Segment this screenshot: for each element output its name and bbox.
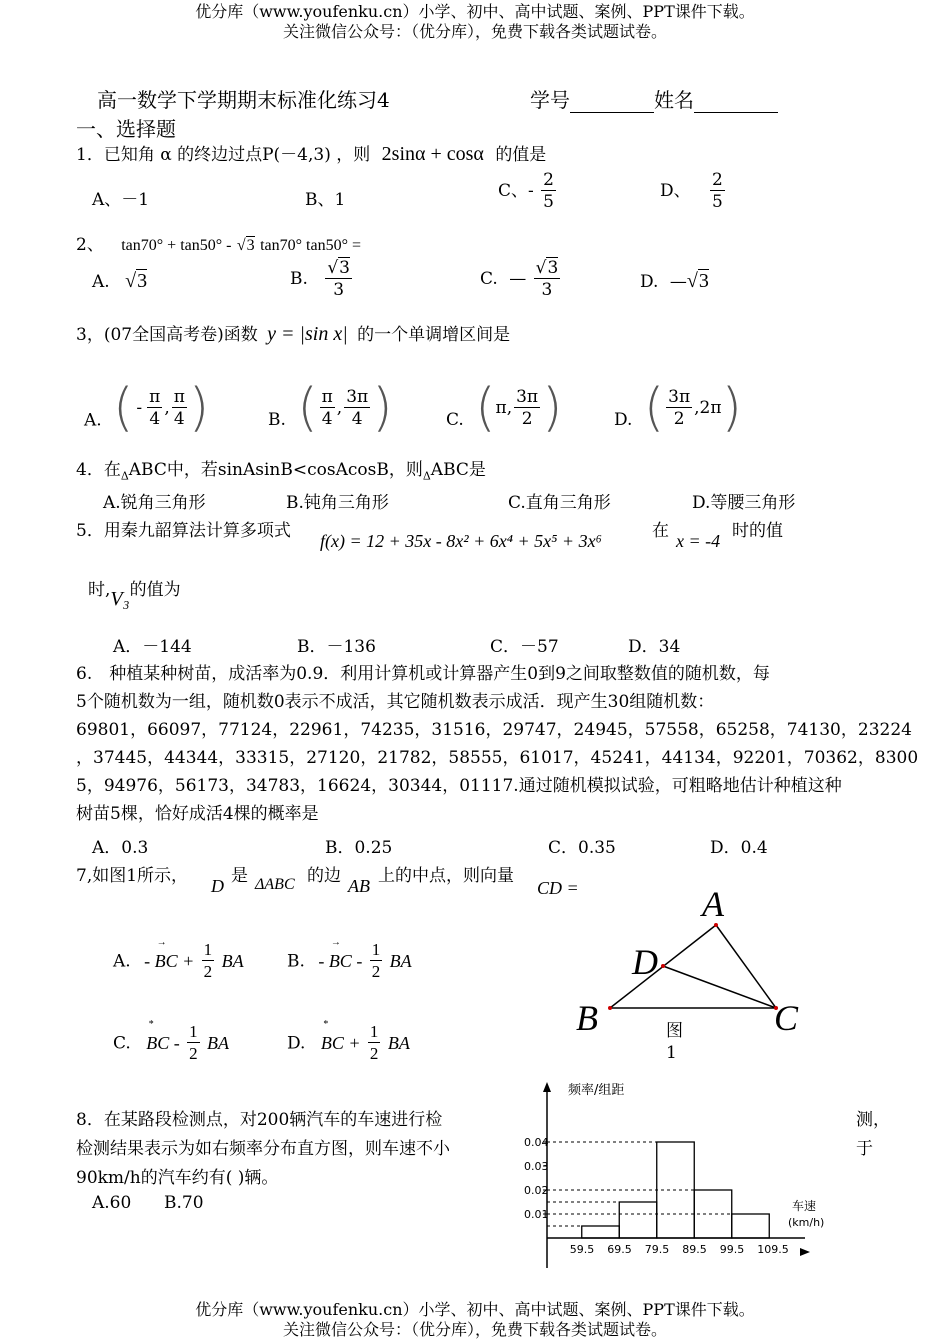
q7-b-ba: BA bbox=[389, 951, 412, 971]
q8-line2-b: 于 bbox=[856, 1139, 873, 1159]
q4-text-a: 4．在 bbox=[76, 460, 121, 480]
question-6 bbox=[76, 660, 918, 828]
q3-d-two: 2 bbox=[699, 398, 711, 418]
q3-c-interval: ( π , $\frac{3\pi}{2}$ ) bbox=[475, 378, 563, 438]
q2-a-root: 3 bbox=[137, 270, 148, 292]
q3-d-pi: π bbox=[710, 398, 722, 418]
q4-option-d[interactable]: D.等腰三角形 bbox=[692, 493, 796, 513]
q5-option-c[interactable]: C．－57 bbox=[490, 637, 559, 657]
q8-line3: 90km/h的汽车约有( )辆。 bbox=[76, 1168, 279, 1188]
q6-option-c[interactable]: C．0.35 bbox=[548, 838, 616, 858]
q7-c-den: 2 bbox=[189, 1044, 198, 1063]
median-cd bbox=[663, 966, 776, 1008]
frequency-histogram bbox=[520, 1078, 840, 1273]
header-line-1: 优分库（www.youfenku.cn）小学、初中、高中试题、案例、PPT课件下载。 bbox=[195, 2, 755, 21]
q6-line-5: 5，94976，56173，34783，16624，30344，01117.通过随机模拟试验，可粗略地估计种植这种 bbox=[76, 776, 842, 796]
q6-option-b[interactable]: B．0.25 bbox=[325, 838, 393, 858]
q2-d-root: 3 bbox=[698, 270, 709, 292]
q3-option-d[interactable] bbox=[614, 380, 742, 436]
q7-text-b: 是 bbox=[231, 866, 248, 886]
q7-a-bc: BC bbox=[154, 951, 178, 971]
q1-c-prefix: C、- bbox=[498, 181, 534, 201]
q5-option-a[interactable]: A．－144 bbox=[113, 637, 192, 657]
x-tick-label-109.5: 109.5 bbox=[757, 1243, 789, 1256]
q1-c-num: 2 bbox=[543, 170, 554, 190]
q1-c-den: 5 bbox=[543, 192, 554, 212]
x-tick-label-69.5: 69.5 bbox=[607, 1243, 632, 1256]
q4-option-b[interactable]: B.钝角三角形 bbox=[286, 493, 389, 513]
y-tick-label-0.01: 0.01 bbox=[524, 1208, 549, 1221]
histogram-bar-69.5-79.5 bbox=[619, 1202, 657, 1238]
q7-b-bc: BC bbox=[328, 951, 352, 971]
q2-b-root: 3 bbox=[339, 258, 350, 278]
q1-d-num: 2 bbox=[712, 170, 723, 190]
q2-c-minus: — bbox=[509, 269, 527, 289]
q7-d-plus: + bbox=[348, 1033, 361, 1053]
q5-tail: 时的值 bbox=[732, 521, 783, 541]
q1-d-prefix: D、 bbox=[660, 181, 691, 201]
q7-d-den: 2 bbox=[369, 1044, 379, 1063]
x-tick-label-99.5: 99.5 bbox=[719, 1243, 745, 1256]
q7-c-num: 1 bbox=[189, 1022, 198, 1041]
q5-poly: f(x) = 12 + 35x - 8x² + 6x⁴ + 5x⁵ + 3x⁶ bbox=[320, 531, 602, 551]
q7-option-a[interactable]: A. - → BC + $\frac{1}{2}$ BA bbox=[113, 937, 244, 981]
q3-d-label: D. bbox=[614, 410, 633, 430]
q7-b-neg2: - bbox=[356, 951, 363, 971]
q6-line-2: 5个随机数为一组，随机数0表示不成活，其它随机数表示成活．现产生30组随机数： bbox=[76, 692, 715, 712]
q7-option-d[interactable]: D. * BC + $\frac{1}{2}$ BA bbox=[287, 1019, 410, 1063]
point-b bbox=[608, 1006, 612, 1010]
q7-option-c[interactable]: C. * BC - $\frac{1}{2}$ BA bbox=[113, 1019, 230, 1063]
q5-at: 在 bbox=[652, 521, 669, 541]
q7-cd: CD = bbox=[537, 878, 579, 898]
q7-a-plus: + bbox=[182, 951, 195, 971]
q3-b-label: B. bbox=[268, 410, 286, 430]
q8-line1-a: 8．在某路段检测点，对200辆汽车的车速进行检 bbox=[76, 1110, 443, 1130]
q8-option-a[interactable]: A.60 bbox=[92, 1193, 132, 1213]
figure-caption-2: 1 bbox=[666, 1043, 677, 1063]
q1-c-fraction bbox=[541, 170, 556, 213]
q7-D: D bbox=[211, 876, 224, 896]
q3-b-den1: 4 bbox=[321, 408, 333, 429]
x-tick-label-79.5: 79.5 bbox=[644, 1243, 670, 1256]
q6-line-1: 6. 种植某种树苗，成活率为0.9．利用计算机或计算器产生0到9之间取整数值的随机数，每 bbox=[76, 664, 770, 684]
q7-a-label: A. bbox=[113, 951, 131, 972]
q6-line-3: 69801，66097，77124，22961，74235，31516，29747，24945，57558，65258，74130，23224 bbox=[76, 720, 912, 740]
q3-b-comma: , bbox=[336, 398, 343, 418]
q2-expr-b: tan70° tan50° = bbox=[260, 237, 361, 254]
q3-c-pi: π bbox=[495, 398, 507, 418]
q2-option-b[interactable] bbox=[290, 258, 354, 301]
figure-caption-1: 图 bbox=[666, 1021, 683, 1041]
name-blank[interactable] bbox=[694, 94, 778, 113]
q3-c-num: 3π bbox=[516, 386, 539, 407]
q3-b-num1: π bbox=[321, 386, 333, 407]
point-d bbox=[661, 964, 665, 968]
q8-line1-b: 测， bbox=[856, 1110, 890, 1130]
q3-a-minus: - bbox=[136, 398, 143, 418]
q6-option-d[interactable]: D．0.4 bbox=[710, 838, 768, 858]
q7-c-neg: - bbox=[173, 1033, 180, 1053]
q3-c-comma: , bbox=[506, 398, 513, 418]
q7-d-num: 1 bbox=[369, 1022, 379, 1041]
q2-c-den: 3 bbox=[541, 280, 553, 300]
student-no-blank[interactable] bbox=[570, 94, 654, 113]
question-4 bbox=[76, 455, 486, 482]
q6-option-a[interactable]: A．0.3 bbox=[92, 838, 149, 858]
page-title: 高一数学下学期期末标准化练习4 bbox=[97, 88, 390, 112]
histogram-ylabel: 频率/组距 bbox=[568, 1083, 625, 1098]
histogram-bar-99.5-109.5 bbox=[732, 1214, 770, 1238]
q3-a-label: A. bbox=[84, 410, 102, 431]
q7-text-a: 7,如图1所示， bbox=[76, 866, 189, 886]
name-label: 姓名 bbox=[654, 88, 694, 112]
q3-a-num2: π bbox=[173, 386, 185, 407]
q7-b-neg: - bbox=[318, 951, 325, 971]
q3-b-num2: 3π bbox=[346, 386, 369, 407]
q7-option-b[interactable]: B. - → BC - $\frac{1}{2}$ BA bbox=[287, 937, 412, 981]
triangle-figure bbox=[570, 880, 820, 1070]
q7-b-label: B. bbox=[287, 951, 305, 972]
q3-b-interval: ( $\frac{\pi}{4}$ , $\frac{3\pi}{4}$ ) bbox=[297, 378, 393, 438]
q2-d-label: D. bbox=[640, 272, 659, 292]
q3-d-den: 2 bbox=[673, 408, 685, 429]
q1-text: 1．已知角 α 的终边过点P(－4,3) ，则 bbox=[76, 145, 371, 165]
q3-text: 3，(07全国高考卷)函数 bbox=[76, 325, 258, 345]
q7-text-c: 的边 bbox=[307, 866, 341, 886]
student-info bbox=[530, 84, 778, 113]
question-3 bbox=[76, 320, 510, 346]
q2-b-label: B. bbox=[290, 269, 308, 289]
q7-c-bc: BC bbox=[146, 1033, 170, 1053]
q5-line2-a: 时, bbox=[88, 580, 111, 600]
q2-a-label: A. bbox=[92, 272, 110, 292]
q2-c-label: C. bbox=[480, 269, 498, 289]
q3-d-interval: ( $\frac{3\pi}{2}$ , 2 π ) bbox=[643, 378, 742, 438]
question-1 bbox=[76, 140, 546, 166]
q7-d-bc: BC bbox=[320, 1033, 344, 1053]
q5-option-d[interactable]: D．34 bbox=[628, 637, 681, 657]
x-tick-label-89.5: 89.5 bbox=[682, 1243, 707, 1256]
q3-option-c[interactable] bbox=[446, 380, 562, 436]
q1-option-d[interactable] bbox=[660, 170, 727, 213]
q3-option-a[interactable] bbox=[84, 380, 209, 436]
footer-line-1: 优分库（www.youfenku.cn）小学、初中、高中试题、案例、PPT课件下载。 bbox=[195, 1300, 755, 1319]
q5-v3: V₃ bbox=[110, 588, 130, 610]
x-tick-label-59.5: 59.5 bbox=[569, 1243, 595, 1256]
question-2: 2、 tan70° + tan50° - √3 tan70° tan50° = bbox=[76, 235, 361, 255]
q3-tail: 的一个单调增区间是 bbox=[357, 325, 511, 345]
q2-b-den: 3 bbox=[333, 280, 345, 300]
q3-a-num1: π bbox=[149, 386, 161, 407]
q3-a-den2: 4 bbox=[173, 408, 185, 429]
q6-line-4: ，37445，44344，33315，27120，21782，58555，61017，45241，44134，92201，70362，8300 bbox=[76, 748, 919, 768]
q4-tri-2: Δ bbox=[422, 469, 431, 483]
q3-func: y = |sin x| bbox=[267, 323, 348, 345]
q1-tail: 的值是 bbox=[495, 145, 547, 165]
label-d: D bbox=[632, 942, 658, 982]
q5-text: 5．用秦九韶算法计算多项式 bbox=[76, 521, 291, 541]
q7-a-neg: - bbox=[144, 951, 151, 971]
q7-c-label: C. bbox=[113, 1033, 131, 1054]
q2-root: 3 bbox=[246, 237, 255, 254]
q3-a-den1: 4 bbox=[149, 408, 161, 429]
label-b: B bbox=[576, 998, 598, 1038]
q2-option-c[interactable] bbox=[480, 258, 562, 301]
label-a: A bbox=[702, 884, 724, 924]
section-heading: 一、选择题 bbox=[76, 117, 176, 141]
q2-c-root: 3 bbox=[547, 258, 559, 278]
q2-number: 2、 bbox=[76, 235, 104, 255]
histogram-xlabel-unit: (km/h) bbox=[788, 1216, 825, 1229]
q2-option-a[interactable]: A. √3 bbox=[92, 270, 148, 292]
q1-option-c[interactable] bbox=[498, 170, 558, 213]
q1-option-b[interactable]: B、1 bbox=[305, 190, 346, 210]
q7-d-ba: BA bbox=[387, 1033, 410, 1053]
q2-expr-a: tan70° + tan50° - bbox=[121, 237, 232, 254]
q5-xval: x = -4 bbox=[676, 531, 721, 551]
q3-c-den: 2 bbox=[521, 408, 533, 429]
q3-a-comma: , bbox=[164, 398, 170, 418]
q4-text-b: ABC中，若sinAsinB<cosAcosB，则 bbox=[128, 460, 423, 480]
q2-c-fraction: $\frac{√3}{3}$ bbox=[535, 258, 559, 300]
q3-b-den2: 4 bbox=[351, 408, 363, 429]
q6-line-6: 树苗5棵，恰好成活4棵的概率是 bbox=[76, 804, 319, 824]
histogram-xlabel-speed: 车速 bbox=[792, 1199, 817, 1213]
q7-b-den: 2 bbox=[371, 962, 381, 981]
footer-line-2: 关注微信公众号：（优分库），免费下载各类试题试卷。 bbox=[282, 1320, 667, 1339]
q7-c-ba: BA bbox=[207, 1033, 230, 1053]
q7-b-num: 1 bbox=[371, 940, 381, 959]
y-tick-label-0.03: 0.03 bbox=[524, 1160, 549, 1173]
q3-d-comma: , bbox=[694, 398, 700, 418]
q8-option-b[interactable]: B.70 bbox=[164, 1193, 204, 1213]
y-axis-arrow bbox=[543, 1082, 551, 1092]
q4-option-a[interactable]: A.锐角三角形 bbox=[103, 493, 206, 513]
q3-c-label: C. bbox=[446, 410, 464, 430]
q1-expr: 2sinα + cosα bbox=[381, 143, 484, 165]
edge-ac bbox=[716, 925, 776, 1008]
q2-b-fraction: $\frac{√3}{3}$ bbox=[327, 258, 350, 300]
q7-d-label: D. bbox=[287, 1033, 306, 1054]
q7-a-ba: BA bbox=[221, 951, 244, 971]
q3-a-interval: ( - $\frac{\pi}{4}$ , $\frac{\pi}{4}$ ) bbox=[113, 378, 210, 438]
q8-line2-a: 检测结果表示为如右频率分布直方图，则车速不小 bbox=[76, 1139, 450, 1159]
q1-option-a[interactable]: A、－1 bbox=[92, 190, 150, 210]
q2-d-minus: — bbox=[669, 272, 687, 292]
q5-option-b[interactable]: B．－136 bbox=[297, 637, 376, 657]
q7-ab: AB bbox=[348, 876, 370, 896]
q7-text-d: 上的中点，则向量 bbox=[378, 866, 514, 886]
q5-line2 bbox=[88, 575, 181, 611]
header-line-2: 关注微信公众号：（优分库），免费下载各类试题试卷。 bbox=[282, 22, 667, 41]
q5-line2-b: 的值为 bbox=[129, 580, 181, 600]
student-no-label: 学号 bbox=[530, 88, 570, 112]
y-tick-label-0.04: 0.04 bbox=[524, 1136, 549, 1149]
x-axis-arrow bbox=[800, 1248, 810, 1256]
q1-d-den: 5 bbox=[712, 192, 723, 212]
q4-tri-1: Δ bbox=[120, 469, 129, 483]
y-tick-label-0.02: 0.02 bbox=[524, 1184, 549, 1197]
histogram-bar-59.5-69.5 bbox=[582, 1226, 620, 1238]
q7-a-den: 2 bbox=[203, 962, 213, 981]
label-c: C bbox=[774, 998, 799, 1038]
q4-text-c: ABC是 bbox=[430, 460, 486, 480]
q2-option-d[interactable]: D. —√3 bbox=[640, 270, 709, 292]
q7-abc: ΔABC bbox=[255, 876, 295, 893]
q7-a-num: 1 bbox=[203, 940, 213, 959]
q4-option-c[interactable]: C.直角三角形 bbox=[508, 493, 611, 513]
q1-d-fraction bbox=[710, 170, 725, 213]
q3-d-num: 3π bbox=[668, 386, 691, 407]
q3-option-b[interactable] bbox=[268, 380, 393, 436]
